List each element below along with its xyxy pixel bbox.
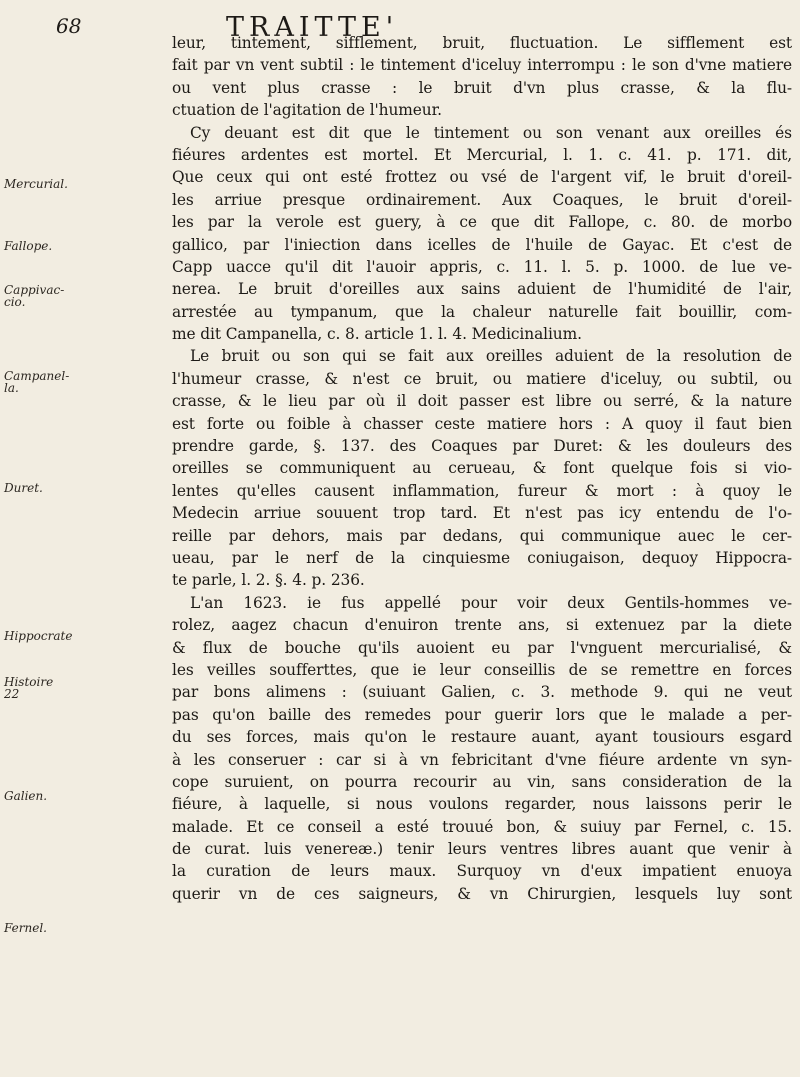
text-line: me dit Campanella, c. 8. article 1. l. 4. Medicinalium. xyxy=(172,325,582,344)
text-line: ctuation de l'agitation de l'humeur. xyxy=(172,101,442,120)
text-line: Medecin arriue souuent trop tard. Et n'est pas icy entendu de l'o- xyxy=(172,504,792,523)
text-line: les veilles soufferttes, que ie leur conseillis de se remettre en forces xyxy=(172,660,792,679)
margin-note-galien: Galien. xyxy=(4,789,48,803)
body-text xyxy=(172,32,792,905)
text-line: malade. Et ce conseil a esté trouué bon, & suiuy par Fernel, c. 15. xyxy=(172,817,792,836)
text-line: de curat. luis venereæ.) tenir leurs ventres libres auant que venir à xyxy=(172,840,792,859)
text-line: les arriue presque ordinairement. Aux Coaques, le bruit d'oreil- xyxy=(172,190,792,209)
text-line: pas qu'on baille des remedes pour guerir lors que le malade a per- xyxy=(172,705,792,724)
text-line: l'humeur crasse, & n'est ce bruit, ou matiere d'iceluy, ou subtil, ou xyxy=(172,369,792,388)
text-line: cope suruient, on pourra recourir au vin, sans consideration de la xyxy=(172,772,792,791)
text-line: reille par dehors, mais par dedans, qui communique auec le cer- xyxy=(172,526,792,545)
text-line: la curation de leurs maux. Surquoy vn d'eux impatient enuoya xyxy=(172,862,792,881)
margin-notes xyxy=(0,0,160,1077)
text-line: fiéures ardentes est mortel. Et Mercurial, l. 1. c. 41. p. 171. dit, xyxy=(172,145,792,164)
text-line: nerea. Le bruit d'oreilles aux sains aduient de l'humidité de l'air, xyxy=(172,280,792,299)
margin-note-cappivaccio: Cappivac-cio. xyxy=(4,283,65,309)
text-line: Cy deuant est dit que le tintement ou son venant aux oreilles és xyxy=(190,123,792,142)
text-line: Le bruit ou son qui se fait aux oreilles aduient de la resolution de xyxy=(190,347,792,366)
text-line: Capp uacce qu'il dit l'auoir appris, c. 11. l. 5. p. 1000. de lue ve- xyxy=(172,257,792,276)
margin-note-fallope: Fallope. xyxy=(4,239,53,253)
running-head: TRAITTE' xyxy=(226,12,399,43)
margin-note-hippocrate: Hippocrate xyxy=(4,629,73,643)
text-line: Que ceux qui ont esté frottez ou vsé de l'argent vif, le bruit d'oreil- xyxy=(172,168,792,187)
text-line: querir vn de ces saigneurs, & vn Chirurgien, lesquels luy sont xyxy=(172,884,792,903)
text-line: te parle, l. 2. §. 4. p. 236. xyxy=(172,571,365,590)
margin-note-mercurial: Mercurial. xyxy=(4,177,68,191)
text-line: ueau, par le nerf de la cinquiesme coniugaison, dequoy Hippocra- xyxy=(172,549,792,567)
text-line: à les conseruer : car si à vn febricitant d'vne fiéure ardente vn syn- xyxy=(172,750,792,769)
margin-note-histoire: Histoire 22 xyxy=(4,675,54,701)
text-line: fiéure, à laquelle, si nous voulons regarder, nous laissons perir le xyxy=(172,795,792,814)
text-line: leur, tintement, sifflement, bruit, fluctuation. Le sifflement est xyxy=(172,34,792,52)
text-line: est forte ou foible à chasser ceste matiere hors : A quoy il faut bien xyxy=(172,414,792,433)
margin-note-fernel: Fernel. xyxy=(4,921,47,935)
text-line: prendre garde, §. 137. des Coaques par Duret: & les douleurs des xyxy=(172,437,792,456)
text-line: & flux de bouche qu'ils auoient eu par l'vnguent mercurialisé, & xyxy=(172,638,792,657)
text-line: oreilles se communiquent au cerueau, & font quelque fois si vio- xyxy=(172,459,792,478)
margin-note-campanella: Campanel-la. xyxy=(4,369,70,395)
text-line: par bons alimens : (suiuant Galien, c. 3. methode 9. qui ne veut xyxy=(172,683,792,702)
text-line: arrestée au tympanum, que la chaleur naturelle fait bouillir, com- xyxy=(172,302,792,321)
text-line: du ses forces, mais qu'on le restaure auant, ayant tousiours esgard xyxy=(172,728,792,747)
margin-note-duret: Duret. xyxy=(4,481,43,495)
page-number: 68 xyxy=(56,14,82,38)
text-line: rolez, aagez chacun d'enuiron trente ans, si extenuez par la diete xyxy=(172,616,792,635)
text-line: L'an 1623. ie fus appellé pour voir deux Gentils-hommes ve- xyxy=(190,593,792,612)
text-line: les par la verole est guery, à ce que dit Fallope, c. 80. de morbo xyxy=(172,213,792,232)
text-line: fait par vn vent subtil : le tintement d'iceluy interrompu : le son d'vne matiere ou vent plus crasse : le bruit d'vn plus crasse, & la flu- xyxy=(172,56,792,97)
text-line: crasse, & le lieu par où il doit passer est libre ou serré, & la nature xyxy=(172,392,792,411)
text-line: lentes qu'elles causent inflammation, fureur & mort : à quoy le xyxy=(172,481,792,500)
text-line: gallico, par l'iniection dans icelles de l'huile de Gayac. Et c'est de xyxy=(172,235,792,254)
